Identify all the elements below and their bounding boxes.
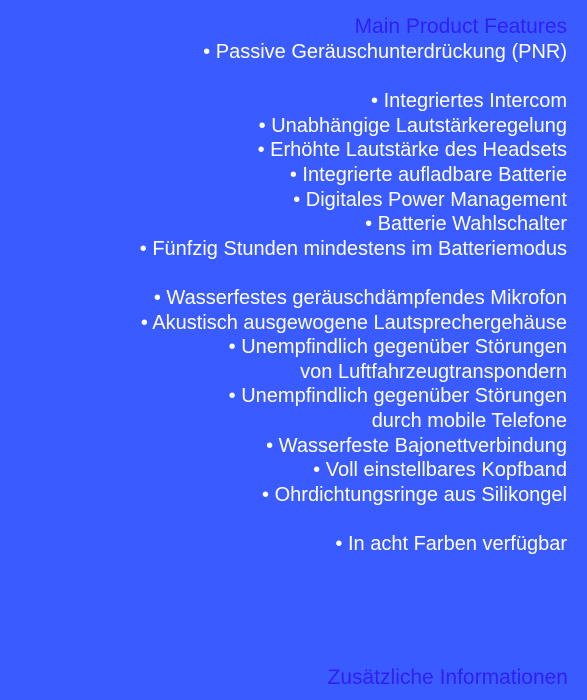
feature-line: • Unempfindlich gegenüber Störungen (228, 336, 567, 359)
feature-line: • Erhöhte Lautstärke des Headsets (257, 139, 567, 162)
feature-line: • Fünfzig Stunden mindestens im Batteriemodus (139, 237, 567, 260)
feature-line: • Unempfindlich gegenüber Störungen (228, 385, 567, 408)
additional-info-link[interactable]: Zusätzliche Informationen (327, 666, 568, 689)
feature-line: • Unabhängige Lautstärkeregelung (258, 114, 567, 137)
feature-line: • Wasserfeste Bajonettverbindung (266, 434, 567, 457)
feature-line: • Batterie Wahlschalter (365, 213, 567, 236)
feature-line: • Voll einstellbares Kopfband (313, 459, 567, 482)
feature-line: • Ohrdichtungsringe aus Silikongel (262, 483, 567, 506)
feature-line: • Integriertes Intercom (371, 90, 567, 113)
section-title: Main Product Features (354, 15, 567, 38)
spacer (10, 507, 567, 532)
feature-line-continuation: durch mobile Telefone (371, 409, 567, 432)
feature-line: • Passive Geräuschunterdrückung (PNR) (203, 41, 567, 63)
feature-line: • Wasserfestes geräuschdämpfendes Mikrofon (153, 286, 567, 309)
feature-line: • In acht Farben verfügbar (335, 532, 567, 555)
feature-line: • Integrierte aufladbare Batterie (289, 163, 567, 186)
spacer (10, 65, 567, 90)
feature-line-continuation: von Luftfahrzeugtranspondern (300, 360, 567, 383)
features-panel (10, 14, 567, 556)
spacer (10, 261, 567, 286)
feature-line: • Digitales Power Management (293, 188, 567, 211)
feature-line: • Akustisch ausgewogene Lautsprechergehäuse (140, 311, 567, 334)
